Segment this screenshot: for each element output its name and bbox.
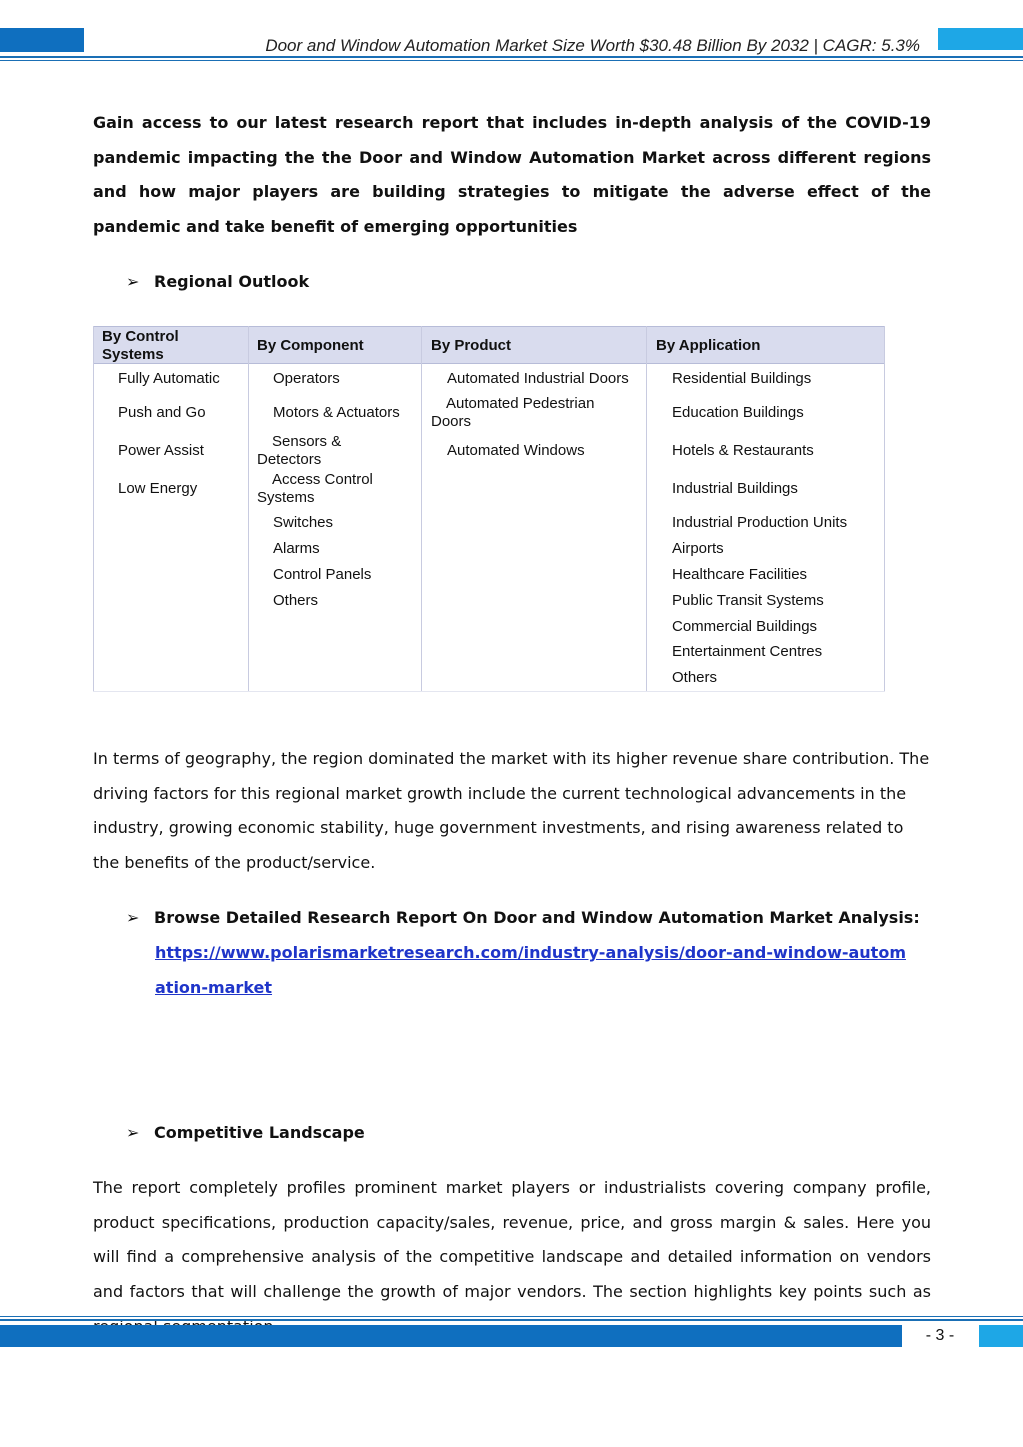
column-header-application: By Application xyxy=(656,337,761,354)
intro-paragraph: Gain access to our latest research report that includes in-depth analysis of the COVID-19 pandemic impacting the the Door and Window Automation Market across different regions and how major players are building strategies to mitigate the adverse effect of the pandemic and take benefit of emerging opportunities xyxy=(93,113,931,237)
product-item: Automated Windows xyxy=(447,442,585,459)
page-header-title: Door and Window Automation Market Size Worth $30.48 Billion By 2032 | CAGR: 5.3% xyxy=(265,36,920,55)
component-item: Motors & Actuators xyxy=(273,404,400,421)
component-item-label: Access Control Systems xyxy=(257,471,373,506)
header-rule-thin xyxy=(0,60,1023,61)
product-item xyxy=(431,395,621,431)
table-border-bottom xyxy=(93,691,885,692)
table-column-divider xyxy=(248,326,249,692)
application-item: Commercial Buildings xyxy=(672,618,818,635)
table-border-left xyxy=(93,326,94,692)
footer-rule xyxy=(0,1319,1023,1321)
component-item-label: Sensors & Detectors xyxy=(257,433,342,468)
arrow-bullet-icon: ➢ xyxy=(126,1123,140,1142)
regional-outlook-heading xyxy=(126,265,309,300)
competitive-paragraph: The report completely profiles prominent market players or industrialists covering company profile, product specifications, production capacity/sales, revenue, price, and gross margin & sales. Here you will find a comprehensive analysis of the competitive landscape and detailed information on vendors and factors that will challenge the growth of major vendors. The section highlights key points such as xyxy=(93,1178,931,1302)
column-header-component: By Component xyxy=(257,337,364,354)
component-item xyxy=(257,433,377,469)
component-item: Operators xyxy=(273,370,340,387)
product-item-label: Automated Pedestrian Doors xyxy=(431,395,595,430)
control-system-item: Fully Automatic xyxy=(118,370,220,387)
footer-accent-right xyxy=(979,1325,1023,1347)
page-number: - 3 - xyxy=(925,1327,955,1344)
competitive-landscape-label: Competitive Landscape xyxy=(154,1123,365,1142)
footer-rule-thin xyxy=(0,1316,1023,1317)
control-system-item: Low Energy xyxy=(118,480,198,497)
application-item: Airports xyxy=(672,540,724,557)
control-system-item: Push and Go xyxy=(118,404,206,421)
component-item: Others xyxy=(273,592,319,609)
header-accent-left xyxy=(0,28,84,52)
browse-report-heading xyxy=(126,901,920,936)
component-item xyxy=(257,471,397,507)
table-column-divider xyxy=(646,326,647,692)
regional-outlook-label: Regional Outlook xyxy=(154,272,310,291)
component-item: Control Panels xyxy=(273,566,372,583)
application-item: Industrial Buildings xyxy=(672,480,798,497)
application-item: Industrial Production Units xyxy=(672,514,848,531)
header-accent-right xyxy=(938,28,1023,50)
segmentation-table xyxy=(93,326,885,692)
column-header-control-systems: By Control Systems xyxy=(102,328,179,363)
product-item: Automated Industrial Doors xyxy=(447,370,629,387)
application-item: Education Buildings xyxy=(672,404,804,421)
table-border-right xyxy=(884,326,885,692)
arrow-bullet-icon: ➢ xyxy=(126,272,140,291)
header-rule xyxy=(0,56,1023,58)
competitive-landscape-heading xyxy=(126,1116,365,1151)
column-header-product: By Product xyxy=(431,337,512,354)
application-item: Healthcare Facilities xyxy=(672,566,808,583)
control-system-item: Power Assist xyxy=(118,442,204,459)
browse-report-label: Browse Detailed Research Report On Door and Window Automation Market Analysis: xyxy=(154,908,920,927)
application-item: Residential Buildings xyxy=(672,370,812,387)
arrow-bullet-icon: ➢ xyxy=(126,908,140,927)
component-item: Alarms xyxy=(273,540,320,557)
application-item: Others xyxy=(672,669,718,686)
table-column-divider xyxy=(421,326,422,692)
application-item: Public Transit Systems xyxy=(672,592,824,609)
report-link[interactable]: https://www.polarismarketresearch.com/industry-analysis/door-and-window-automation-market xyxy=(155,943,906,997)
application-item: Entertainment Centres xyxy=(672,643,823,660)
component-item: Switches xyxy=(273,514,334,531)
application-item: Hotels & Restaurants xyxy=(672,442,814,459)
geography-paragraph: In terms of geography, the region dominated the market with its higher revenue share contribution. The driving factors for this regional market growth include the current technological advancements in the industry, growing economic stability, huge government investments, and rising awareness related to the benefits of the product/service. xyxy=(93,749,930,873)
footer-accent-left xyxy=(0,1325,902,1347)
